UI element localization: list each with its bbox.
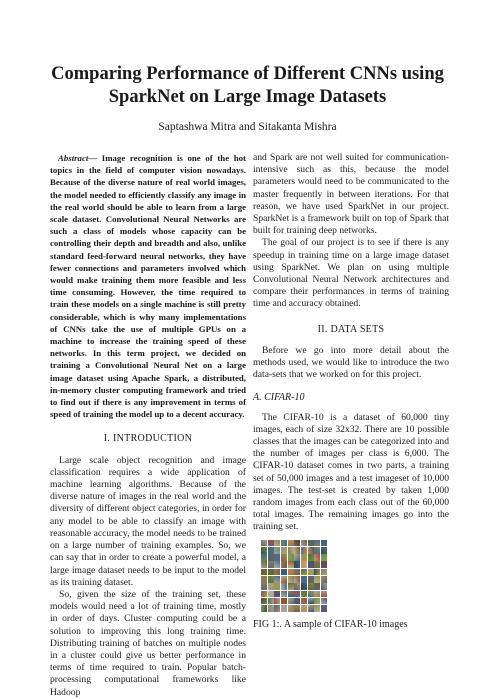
cifar-thumbnail <box>301 547 307 554</box>
intro-paragraph-1: Large scale object recognition and image classification requires a wide application of machine learning algorithms. Because of the diverse nature of images in the real world and the diversity of different object categories, in order for any model to be able to classify an image with reasonable accuracy, the model needs to be trained on a large number of training examples. So, we can say that in order to create a powerful model, a large image dataset needs to be input to the model as its training dataset. <box>50 454 246 588</box>
cifar-thumbnail <box>321 554 327 561</box>
cifar-thumbnail <box>321 561 327 568</box>
cifar-thumbnail <box>321 540 327 547</box>
cifar-thumbnail <box>308 547 314 554</box>
cifar-thumbnail <box>274 554 280 561</box>
cifar-thumbnail <box>288 547 294 554</box>
cifar-thumbnail <box>314 583 320 590</box>
cifar-thumbnail <box>308 605 314 612</box>
cifar-thumbnail <box>294 583 300 590</box>
abstract <box>50 152 246 420</box>
cifar-thumbnail <box>288 554 294 561</box>
paper-title <box>40 63 455 109</box>
left-column <box>50 152 246 699</box>
cifar-thumbnail <box>314 576 320 583</box>
cifar-thumbnail <box>308 598 314 605</box>
cifar-thumbnail <box>268 576 274 583</box>
cifar-thumbnail <box>268 583 274 590</box>
cifar-thumbnail <box>301 540 307 547</box>
cifar-thumbnail <box>261 540 267 547</box>
cifar-thumbnail <box>274 569 280 576</box>
cifar-thumbnail <box>274 591 280 598</box>
cifar-thumbnail <box>314 598 320 605</box>
cifar-thumbnail <box>261 591 267 598</box>
right-column <box>253 152 449 631</box>
cifar-thumbnail <box>268 598 274 605</box>
cifar-thumbnail <box>314 547 320 554</box>
cifar-thumbnail <box>321 598 327 605</box>
cifar-thumbnail <box>294 547 300 554</box>
cifar-thumbnail <box>314 561 320 568</box>
cifar-thumbnail <box>321 591 327 598</box>
cifar-thumbnail <box>281 598 287 605</box>
cifar-paragraph: The CIFAR-10 is a dataset of 60,000 tiny images, each of size 32x32. There are 10 possible classes that the images can be categorized into and the number of images per class is 6,000. The CIFAR-10 dataset comes in two parts, a training set of 50,000 images and a test imageset of 10,000 images. The test-set is created by taken 1,000 random images from each class out of the 60,000 total images. The remaining images go into the training set. <box>253 411 449 533</box>
cifar-thumbnail <box>274 561 280 568</box>
cifar-thumbnail <box>314 569 320 576</box>
cifar-thumbnail <box>281 547 287 554</box>
section-heading-introduction: I. INTRODUCTION <box>103 433 193 445</box>
cifar-thumbnail <box>294 598 300 605</box>
cifar-thumbnail <box>321 576 327 583</box>
cifar-thumbnail <box>281 605 287 612</box>
datasets-paragraph: Before we go into more detail about the methods used, we would like to introduce the two data-sets that we worked on for this project. <box>253 344 449 381</box>
cifar-thumbnail <box>268 605 274 612</box>
cifar-thumbnail <box>308 540 314 547</box>
cifar-thumbnail <box>274 583 280 590</box>
figure-caption: FIG 1:. A sample of CIFAR-10 images <box>253 618 408 630</box>
cifar-thumbnail <box>274 598 280 605</box>
cifar-thumbnail <box>301 569 307 576</box>
subsection-heading-cifar10: A. CIFAR-10 <box>253 392 305 404</box>
cifar-thumbnail <box>321 547 327 554</box>
cifar-thumbnail <box>301 598 307 605</box>
cifar-thumbnail <box>288 598 294 605</box>
cifar-thumbnail <box>281 561 287 568</box>
title-line-1: Comparing Performance of Different CNNs using <box>51 64 444 84</box>
cifar-thumbnail <box>281 583 287 590</box>
cifar-thumbnail <box>301 576 307 583</box>
cifar-thumbnail <box>274 547 280 554</box>
title-line-2: SparkNet on Large Image Datasets <box>108 87 387 107</box>
cifar-thumbnail <box>268 591 274 598</box>
cifar-thumbnail <box>261 547 267 554</box>
cifar-thumbnail <box>288 576 294 583</box>
cifar-thumbnail <box>314 591 320 598</box>
cifar-thumbnail <box>288 540 294 547</box>
cifar-thumbnail <box>321 569 327 576</box>
cifar-thumbnail <box>274 540 280 547</box>
cifar-thumbnail <box>268 554 274 561</box>
section-heading-data-sets: II. DATA SETS <box>317 323 385 335</box>
cifar-thumbnail <box>314 540 320 547</box>
author-list: Saptashwa Mitra and Sitakanta Mishra <box>158 121 337 133</box>
cifar-thumbnail <box>261 561 267 568</box>
abstract-text: — Image recognition is one of the hot topics in the field of computer vision nowadays. Because of the diverse nature of real world images, the model needed to efficiently classify any image in the real world should be able to learn from a large scale dataset. Convolutional Neural Networks are such a class of models whose capacity can be controlling their depth and breadth and also, unlike standard feed-forward neural networks, they have fewer connections and parameters involved which would make training them more feasible and less time consuming. However, the time required to train these models on a single machine is still pretty considerable, which is why many implementations of CNNs take the use of multiple GPUs on a machine to increase the training speed of these networks. In this term project, we decided on training a Convolutional Neural Net on a large image dataset using Apache Spark, a distributed, in-memory cluster computing framework and tried to find out if there is any improvement in terms of speed of training the model up to a decent accuracy. <box>50 153 246 420</box>
intro-paragraph-2: So, given the size of the training set, these models would need a lot of training time, mostly in order of days. Cluster computing could be a solution to improving this long training time. Distributing training of batches on multiple nodes in a cluster could give us better performance in terms of time required to train. Popular batch-processing computational frameworks like Hadoop <box>50 588 246 698</box>
cifar-thumbnail <box>261 583 267 590</box>
cifar-thumbnail <box>261 554 267 561</box>
cifar-thumbnail <box>294 605 300 612</box>
cifar-thumbnail <box>274 576 280 583</box>
cifar-thumbnail <box>281 569 287 576</box>
cifar-thumbnail <box>308 576 314 583</box>
cifar-thumbnail <box>301 554 307 561</box>
cifar-thumbnail <box>288 583 294 590</box>
cifar-thumbnail <box>288 569 294 576</box>
cifar-thumbnail <box>261 569 267 576</box>
cifar-thumbnail <box>274 605 280 612</box>
cifar-thumbnail <box>301 605 307 612</box>
cifar-thumbnail <box>321 583 327 590</box>
cifar-thumbnail <box>268 569 274 576</box>
right-paragraph-2: The goal of our project is to see if there is any speedup in training time on a large image dataset using SparkNet. We plan on using multiple Convolutional Neural Network architectures and compare their performances in terms of training time and accuracy obtained. <box>253 237 449 310</box>
cifar-thumbnail <box>268 540 274 547</box>
cifar-thumbnail <box>301 591 307 598</box>
cifar-thumbnail <box>281 540 287 547</box>
cifar-thumbnail <box>268 547 274 554</box>
cifar-thumbnail <box>321 605 327 612</box>
cifar-thumbnail <box>261 605 267 612</box>
cifar10-sample-image <box>261 540 327 612</box>
cifar-thumbnail <box>281 591 287 598</box>
cifar-thumbnail <box>308 591 314 598</box>
cifar-thumbnail <box>261 598 267 605</box>
cifar-thumbnail <box>314 554 320 561</box>
cifar-thumbnail <box>314 605 320 612</box>
cifar-thumbnail <box>308 554 314 561</box>
cifar-thumbnail <box>294 569 300 576</box>
cifar-thumbnail <box>294 540 300 547</box>
cifar-thumbnail <box>308 569 314 576</box>
cifar-thumbnail <box>301 583 307 590</box>
cifar-thumbnail <box>294 554 300 561</box>
abstract-label: Abstract <box>58 153 89 163</box>
cifar-thumbnail <box>308 583 314 590</box>
cifar-thumbnail <box>261 576 267 583</box>
cifar-thumbnail <box>268 561 274 568</box>
cifar-thumbnail <box>308 561 314 568</box>
cifar-thumbnail <box>301 561 307 568</box>
cifar-thumbnail <box>294 576 300 583</box>
cifar-thumbnail <box>281 576 287 583</box>
cifar-thumbnail <box>281 554 287 561</box>
right-paragraph-1: and Spark are not well suited for communication-intensive such as this, because the model parameters would need to be communicated to the master frequently in between iterations. For that reason, we have used SparkNet in our project. SparkNet is a framework built on top of Spark that built for training deep networks. <box>253 152 449 237</box>
cifar-thumbnail <box>294 591 300 598</box>
cifar-thumbnail <box>288 591 294 598</box>
cifar-thumbnail <box>288 605 294 612</box>
cifar-thumbnail <box>294 561 300 568</box>
cifar-thumbnail <box>288 561 294 568</box>
